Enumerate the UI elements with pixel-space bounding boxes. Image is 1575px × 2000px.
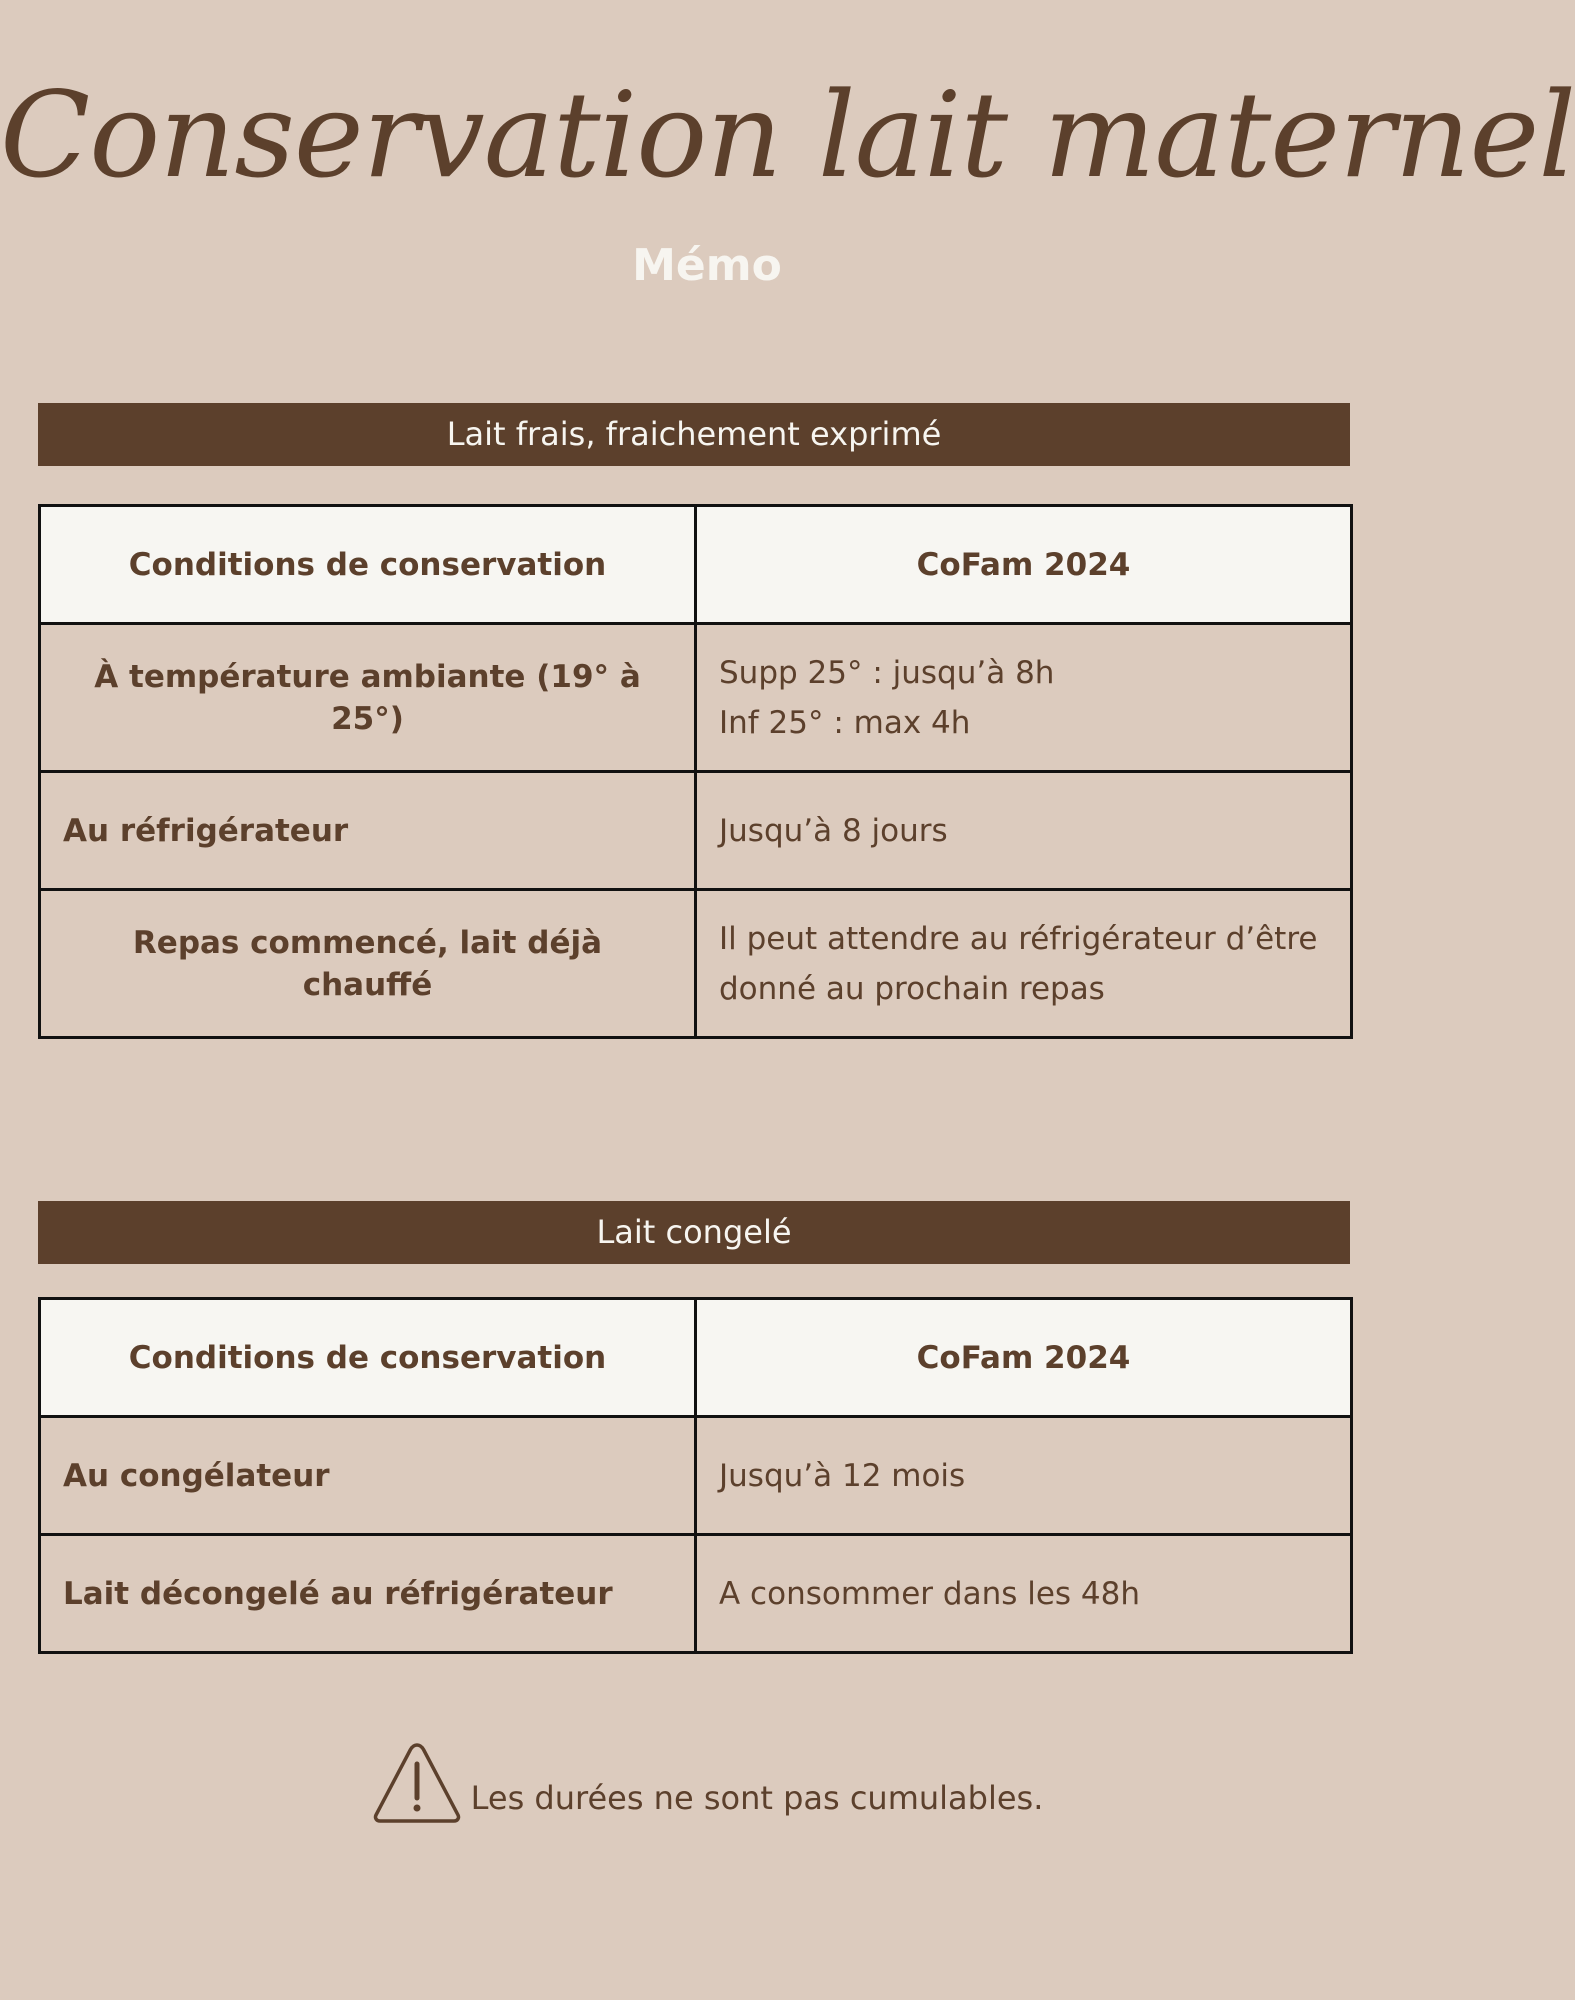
column-header-conditions: Conditions de conservation: [40, 1299, 696, 1417]
table-header-row: [40, 506, 1352, 624]
value-cell: [696, 890, 1352, 1038]
value-cell: [696, 1417, 1352, 1535]
table-row: [40, 772, 1352, 890]
table-row: [40, 624, 1352, 772]
value-cell: [696, 624, 1352, 772]
value-line: Il peut attendre au réfrigérateur d’être: [719, 920, 1318, 957]
value-cell: [696, 772, 1352, 890]
table-row: [40, 890, 1352, 1038]
page-subtitle: Mémo: [632, 240, 782, 291]
condition-cell: À température ambiante (19° à 25°): [40, 624, 696, 772]
value-line: A consommer dans les 48h: [719, 1575, 1141, 1612]
table-row: [40, 1535, 1352, 1653]
table-row: [40, 1417, 1352, 1535]
page-title: Conservation lait maternel: [0, 66, 1575, 204]
section-banner-frozen-milk: Lait congelé: [38, 1201, 1350, 1264]
condition-cell: Repas commencé, lait déjà chauffé: [40, 890, 696, 1038]
value-line: Jusqu’à 8 jours: [719, 812, 948, 849]
column-header-conditions: Conditions de conservation: [40, 506, 696, 624]
column-header-source: CoFam 2024: [696, 1299, 1352, 1417]
condition-cell: Au réfrigérateur: [40, 772, 696, 890]
warning-text: Les durées ne sont pas cumulables.: [470, 1779, 1044, 1817]
fresh-milk-table: [38, 504, 1353, 1039]
value-cell: [696, 1535, 1352, 1653]
value-line: Inf 25° : max 4h: [719, 704, 971, 741]
condition-cell: Au congélateur: [40, 1417, 696, 1535]
table-header-row: [40, 1299, 1352, 1417]
condition-cell: Lait décongelé au réfrigérateur: [40, 1535, 696, 1653]
column-header-source: CoFam 2024: [696, 506, 1352, 624]
value-line: donné au prochain repas: [719, 970, 1105, 1007]
section-banner-fresh-milk: Lait frais, fraichement exprimé: [38, 403, 1350, 466]
value-line: Supp 25° : jusqu’à 8h: [719, 654, 1055, 691]
value-line: Jusqu’à 12 mois: [719, 1457, 966, 1494]
warning-triangle-icon: [371, 1740, 463, 1824]
frozen-milk-table: [38, 1297, 1353, 1654]
warning-note: [0, 1740, 1414, 1830]
